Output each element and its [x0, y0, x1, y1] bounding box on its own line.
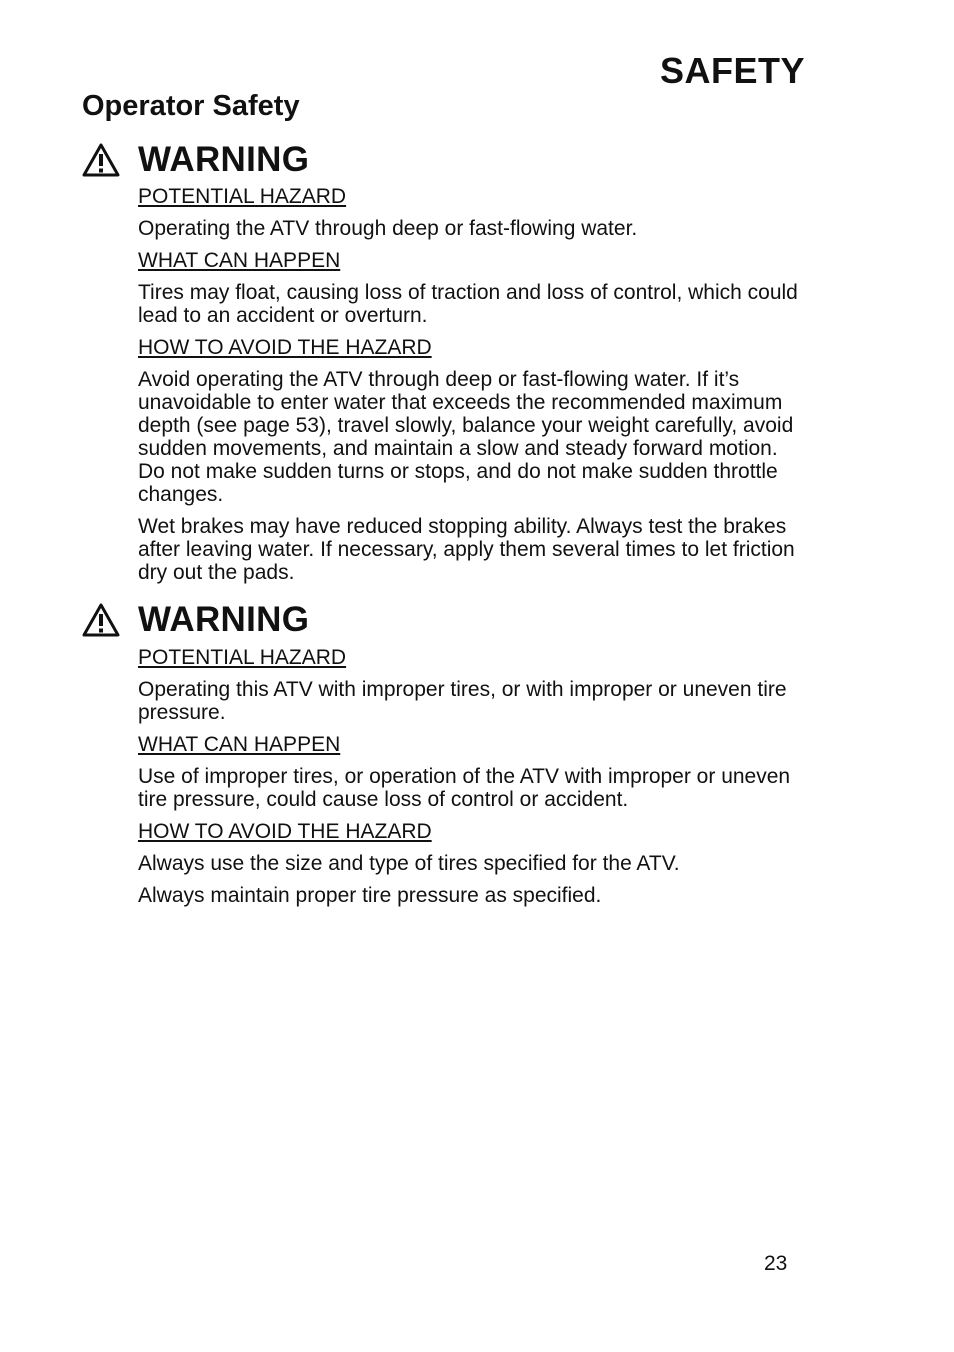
warning-heading — [82, 138, 802, 182]
what-can-happen-text: Use of improper tires, or operation of the ATV with improper or uneven tire pressure, could cause loss of control or accident. — [138, 765, 791, 811]
warning-block-water — [82, 138, 802, 593]
warning-title: WARNING — [138, 600, 310, 639]
how-to-avoid-paragraph: Always use the size and type of tires specified for the ATV. — [138, 852, 680, 875]
potential-hazard-text: Operating this ATV with improper tires, or with improper or uneven tire pressure. — [138, 678, 787, 724]
what-can-happen-label: WHAT CAN HAPPEN — [138, 249, 341, 272]
potential-hazard-label: POTENTIAL HAZARD — [138, 185, 347, 208]
what-can-happen-text: Tires may float, causing loss of traction and loss of control, which could lead to an accident or overturn. — [138, 281, 798, 327]
warning-content — [138, 646, 802, 907]
warning-triangle-icon — [82, 143, 120, 177]
warning-title: WARNING — [138, 140, 310, 179]
potential-hazard-label: POTENTIAL HAZARD — [138, 646, 347, 669]
how-to-avoid-paragraph: Avoid operating the ATV through deep or fast-flowing water. If it’s unavoidable to enter water that exceeds the recommended maximum depth (see page 53), travel slowly, balance your weight carefully, avoid sudden movements, and maintain a slow and steady forward motion. Do not make sudden turns or stops, and do not make sudden throttle changes. — [138, 368, 794, 506]
what-can-happen-label: WHAT CAN HAPPEN — [138, 733, 341, 756]
how-to-avoid-label: HOW TO AVOID THE HAZARD — [138, 820, 432, 843]
page-number: 23 — [764, 1252, 788, 1275]
warning-block-tires — [82, 598, 802, 916]
how-to-avoid-paragraph: Wet brakes may have reduced stopping ability. Always test the brakes after leaving water. If necessary, apply them several times to let friction dry out the pads. — [138, 515, 795, 584]
warning-content — [138, 185, 802, 584]
section-header: SAFETY — [660, 50, 806, 91]
page-title: Operator Safety — [82, 90, 300, 122]
potential-hazard-text: Operating the ATV through deep or fast-flowing water. — [138, 217, 638, 240]
warning-triangle-icon — [82, 603, 120, 637]
how-to-avoid-label: HOW TO AVOID THE HAZARD — [138, 336, 432, 359]
how-to-avoid-paragraph: Always maintain proper tire pressure as specified. — [138, 884, 602, 907]
warning-heading — [82, 598, 802, 642]
